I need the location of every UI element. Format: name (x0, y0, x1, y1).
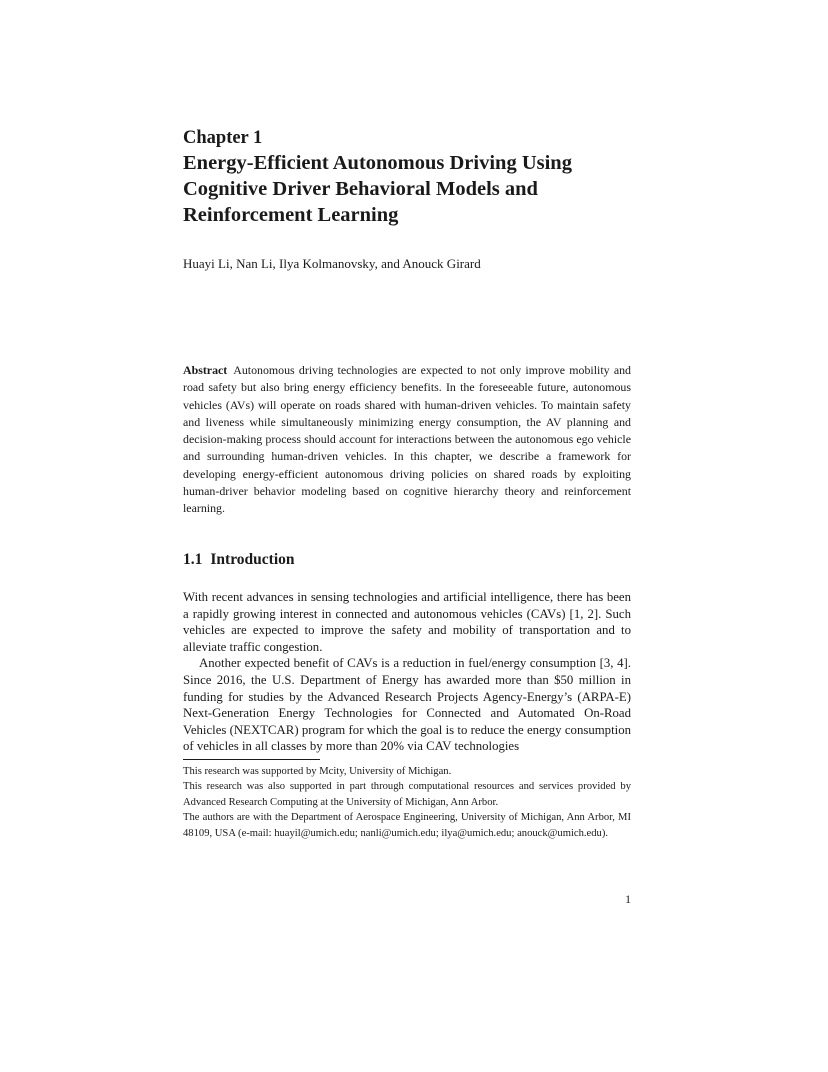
introduction-body (183, 589, 631, 755)
section-number: 1.1 (183, 551, 203, 568)
abstract (183, 362, 631, 518)
footnote: This research was supported by Mcity, University of Michigan. (183, 766, 452, 777)
footnote: This research was also supported in part through computational resources and services provided by Advanced Research Computing at the University of Michigan, Ann Arbor. (183, 781, 631, 808)
chapter-title: Energy-Efficient Autonomous Driving Using Cognitive Driver Behavioral Models and Reinforcement Learning (183, 152, 572, 226)
author-list: Huayi Li, Nan Li, Ilya Kolmanovsky, and Anouck Girard (183, 256, 481, 271)
page-number: 1 (625, 892, 631, 906)
paragraph: Another expected benefit of CAVs is a reduction in fuel/energy consumption [3, 4]. Since 2016, the U.S. Department of Energy has awarded more than $50 million in funding for studies by the Advanced Research Projects Agency-Energy’s (ARPA-E) Next-Generation Energy Technologies for Connected and Automated On-Road Vehicles (NEXTCAR) program for which the goal is to reduce the energy consumption of vehicles in all classes by more than 20% via CAV technologies (183, 656, 631, 754)
footnote-divider (183, 759, 320, 760)
abstract-label: Abstract (183, 363, 228, 377)
abstract-text: Autonomous driving technologies are expected to not only improve mobility and road safety but also bring energy efficiency benefits. In the foreseeable future, autonomous vehicles (AVs) will operate on roads shared with human-driven vehicles. To maintain safety and liveness while simultaneously minimizing energy consumption, the AV planning and decision-making process should account for interactions between the autonomous ego vehicle and surrounding human-driven vehicles. In this chapter, we describe a framework for developing energy-efficient autonomous driving policies on shared roads by exploiting human-driver behavior modeling based on cognitive hierarchy theory and reinforcement learning. (183, 363, 631, 516)
footnote: The authors are with the Department of Aerospace Engineering, University of Michigan, Ann Arbor, MI 48109, USA (e-mail: huayil@umich.edu; nanli@umich.edu; ilya@umich.edu; anouck@umich.edu). (183, 812, 631, 839)
footnotes (183, 764, 631, 841)
chapter-label: Chapter 1 (183, 128, 263, 148)
section-title: Introduction (210, 551, 295, 568)
section-heading (183, 550, 631, 570)
paragraph: With recent advances in sensing technologies and artificial intelligence, there has been a rapidly growing interest in connected and autonomous vehicles (CAVs) [1, 2]. Such vehicles are expected to improve the safety and mobility of transportation and to alleviate traffic congestion. (183, 590, 631, 654)
